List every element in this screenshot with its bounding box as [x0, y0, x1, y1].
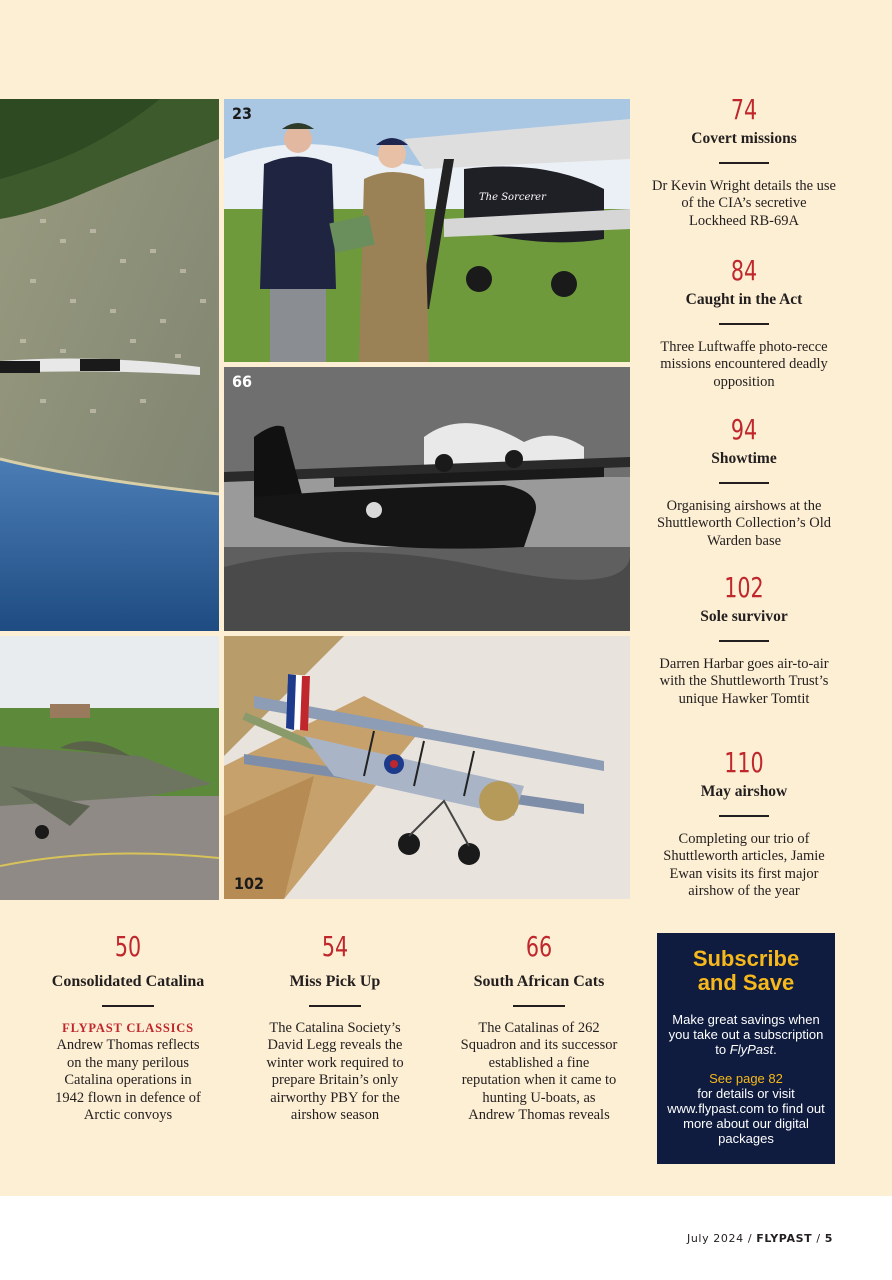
article-page-number: 66: [525, 930, 553, 963]
article-description: Andrew Thomas reflects on the many perilous Catalina operations in 1942 flown in defence of Arctic convoys: [55, 1037, 201, 1123]
page-folio: [687, 1232, 833, 1245]
article-page-number: 102: [724, 571, 764, 604]
subscribe-heading-line1: Subscribe: [692, 946, 800, 971]
title-divider: [719, 482, 769, 484]
photo-page-number: 66: [232, 372, 253, 391]
subscribe-body-end: .: [773, 1042, 777, 1057]
article-page-number: 110: [724, 746, 764, 779]
subscribe-heading: [657, 947, 835, 995]
article-54[interactable]: [252, 930, 418, 1125]
article-94[interactable]: [652, 415, 836, 550]
subscribe-body-text: Make great savings when you take out a subscription to: [668, 1012, 824, 1057]
article-title: Miss Pick Up: [289, 973, 381, 990]
article-description: The Catalina Society’s David Legg reveals the winter work required to prepare Britain’s only airworthy PBY for the airshow season: [266, 1019, 404, 1123]
article-title: Consolidated Catalina: [51, 973, 205, 990]
title-divider: [719, 323, 769, 325]
article-title: Caught in the Act: [685, 291, 803, 308]
subscribe-box[interactable]: [657, 933, 835, 1164]
subscribe-heading-line2: and Save: [697, 970, 795, 995]
hawker-tomtit-photo: [224, 636, 630, 899]
see-page-link[interactable]: See page 82: [709, 1071, 783, 1086]
article-102[interactable]: [652, 573, 836, 708]
article-description: Darren Harbar goes air-to-air with the Shuttleworth Trust’s unique Hawker Tomtit: [659, 655, 829, 707]
catalina-bw-photo: [224, 367, 630, 631]
article-title: Showtime: [711, 450, 777, 467]
title-divider: [102, 1005, 154, 1007]
article-description: Organising airshows at the Shuttleworth Collection’s Old Warden base: [657, 497, 831, 549]
title-divider: [513, 1005, 565, 1007]
folio-separator: /: [816, 1232, 821, 1245]
folio-separator: /: [747, 1232, 753, 1245]
folio-magazine: FLYPAST: [756, 1232, 813, 1245]
article-title: South African Cats: [473, 973, 605, 990]
veteran-tiger-moth-photo: [224, 99, 630, 362]
article-page-number: 74: [730, 93, 758, 126]
aerial-lake-photo: [0, 99, 219, 631]
article-50[interactable]: [36, 930, 220, 1125]
title-divider: [719, 815, 769, 817]
folio-date: July 2024: [687, 1232, 744, 1245]
magazine-name-italic: FlyPast: [729, 1042, 774, 1057]
title-divider: [719, 162, 769, 164]
article-title: May airshow: [700, 783, 788, 800]
title-divider: [309, 1005, 361, 1007]
typhoon-jet-photo: [0, 636, 219, 900]
article-description: The Catalinas of 262 Squadron and its successor established a fine reputation when it came to hunting U-boats, as Andrew Thomas reveals: [460, 1019, 618, 1123]
subscribe-details: for details or visit www.flypast.com to find out more about our digital packages: [667, 1086, 825, 1146]
aircraft-name-text: The Sorcerer: [479, 192, 546, 203]
article-description: Three Luftwaffe photo-recce missions encountered deadly opposition: [660, 338, 828, 390]
photo-page-number: 102: [234, 874, 265, 893]
photo-page-number: 23: [232, 104, 253, 123]
article-title: Sole survivor: [700, 608, 788, 625]
article-page-number: 50: [114, 930, 142, 963]
article-page-number: 54: [321, 930, 349, 963]
article-110[interactable]: [652, 748, 836, 901]
folio-page-number: 5: [824, 1232, 833, 1245]
article-page-number: 84: [730, 254, 758, 287]
article-74[interactable]: [652, 95, 836, 230]
article-title: Covert missions: [691, 130, 797, 147]
article-66[interactable]: [456, 930, 622, 1125]
section-kicker: FLYPAST CLASSICS: [62, 1020, 194, 1035]
article-description: Completing our trio of Shuttleworth articles, Jamie Ewan visits its first major airshow of the year: [663, 830, 825, 899]
subscribe-body: [657, 1012, 835, 1057]
article-84[interactable]: [652, 256, 836, 391]
article-page-number: 94: [730, 413, 758, 446]
title-divider: [719, 640, 769, 642]
article-description: Dr Kevin Wright details the use of the CIA’s secretive Lockheed RB-69A: [652, 177, 836, 229]
